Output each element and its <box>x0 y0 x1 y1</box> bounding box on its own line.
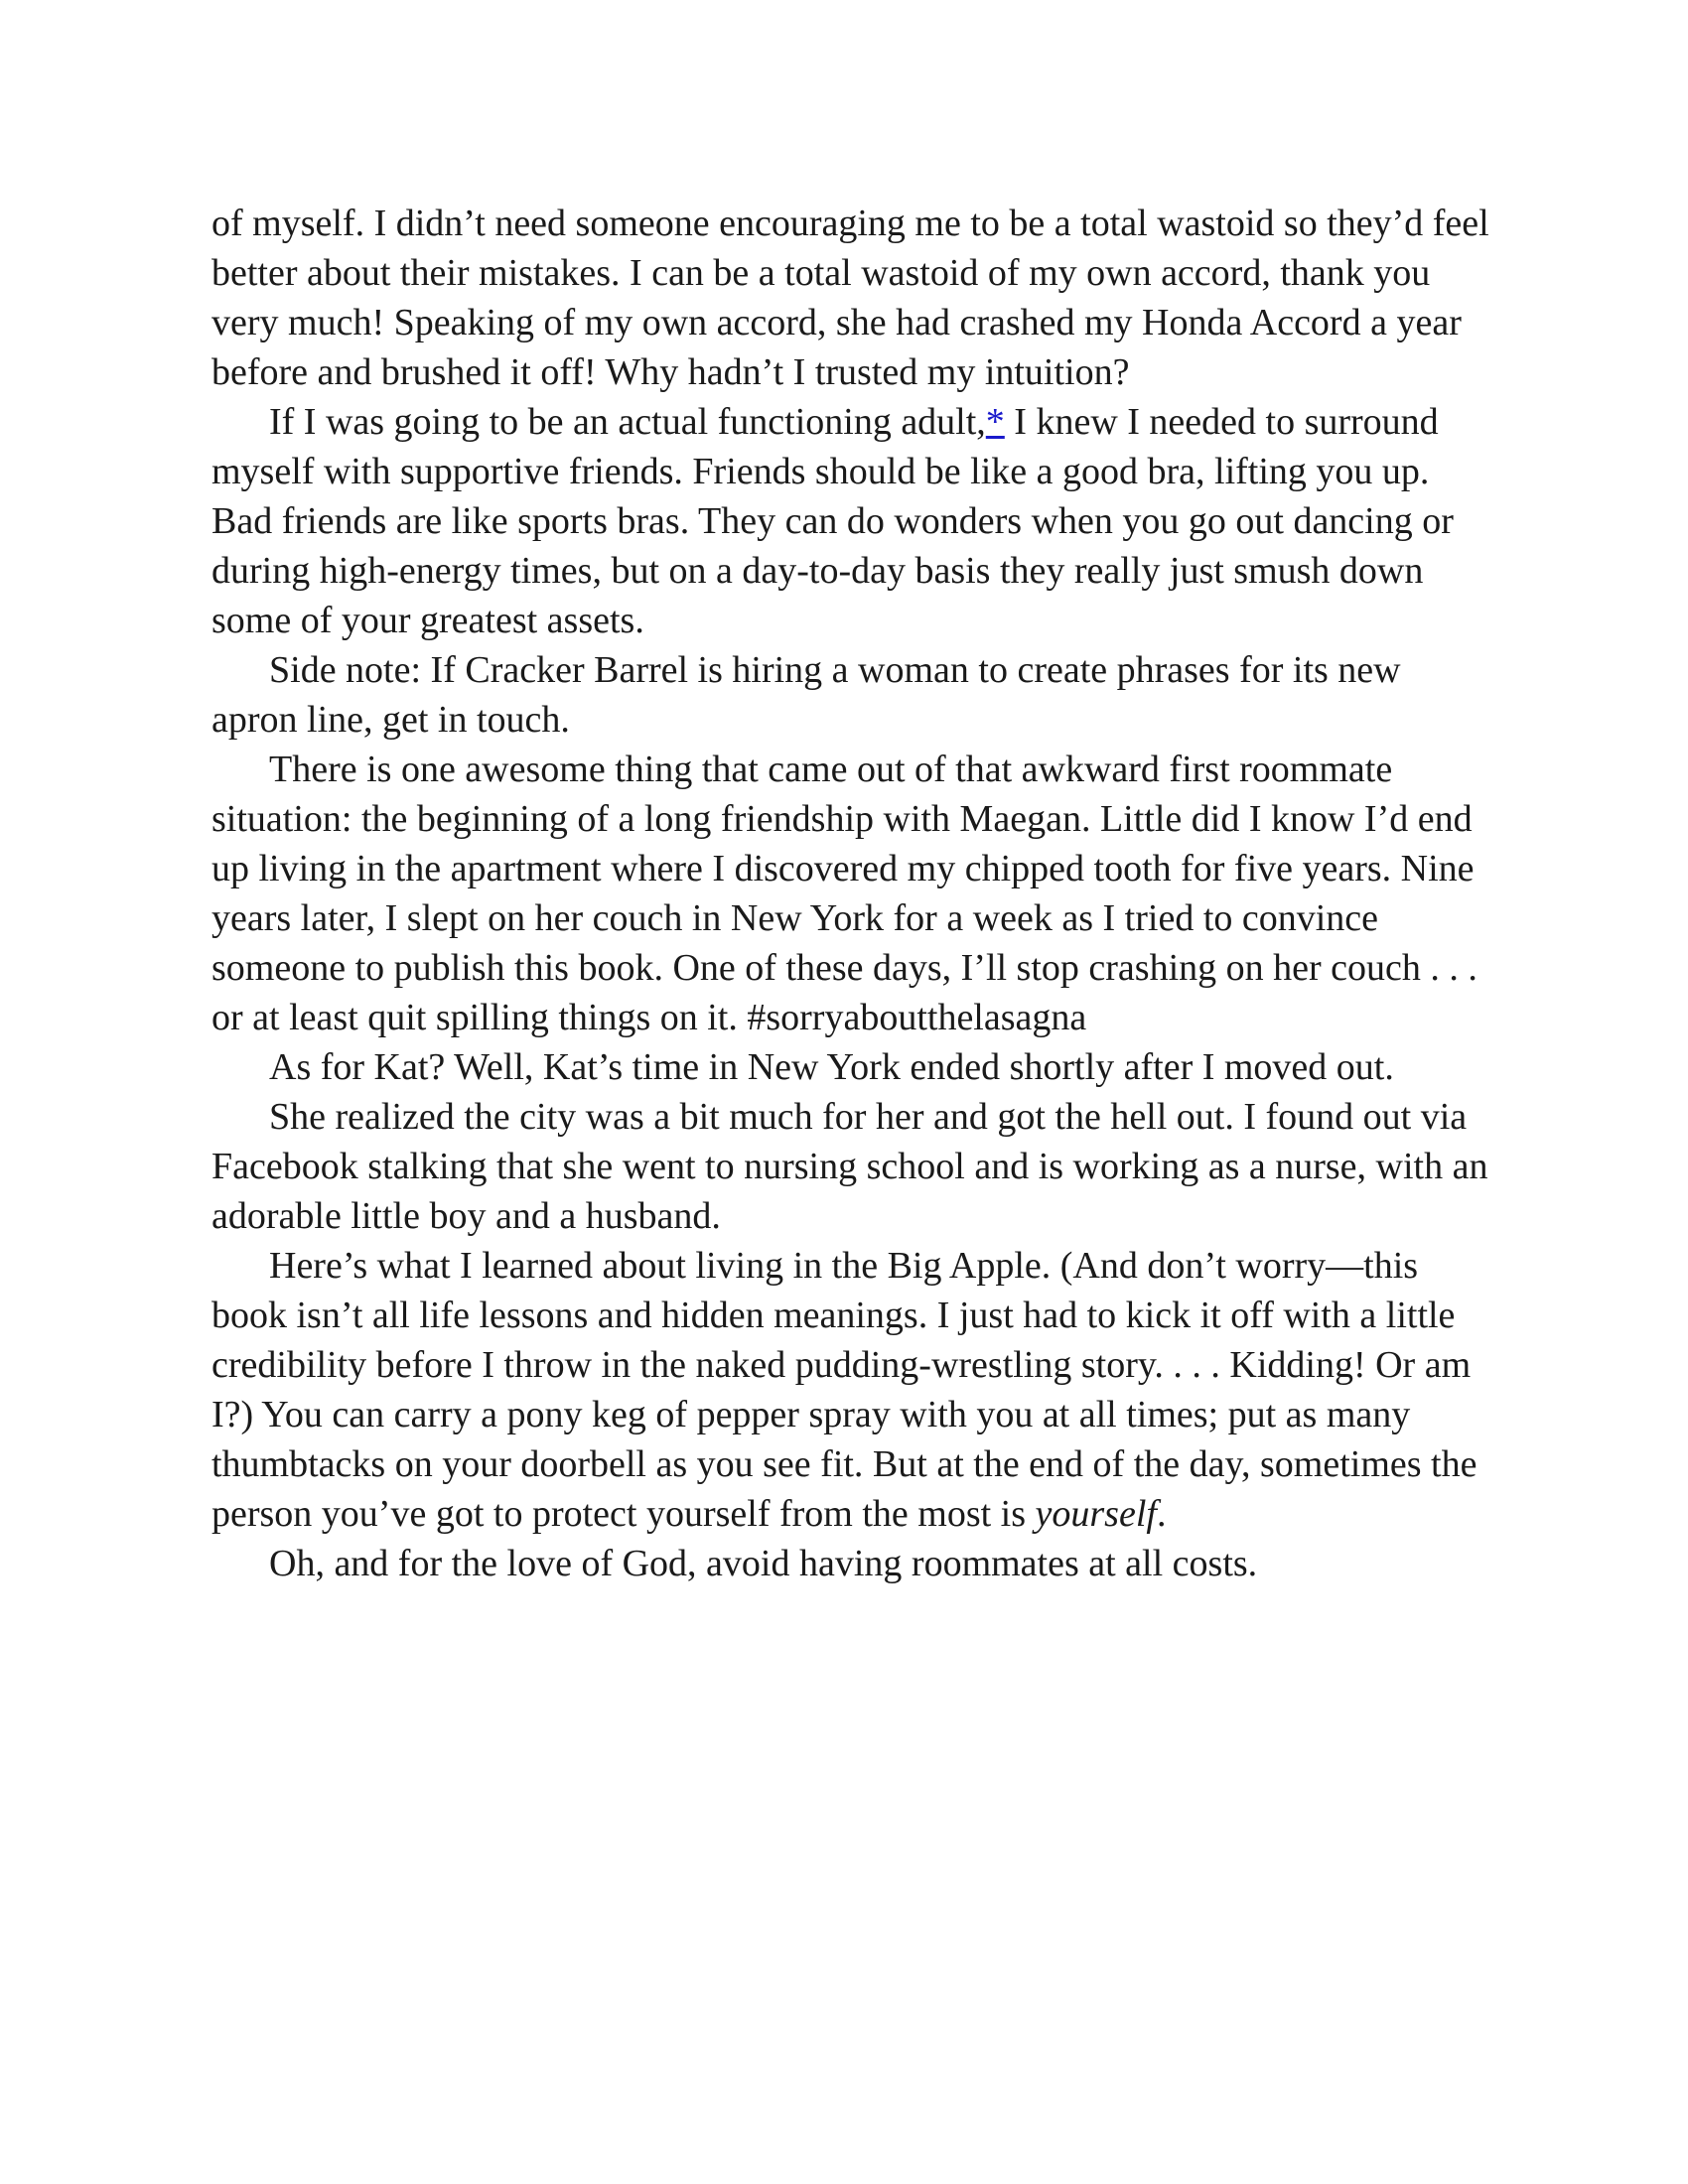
paragraph-7-emphasis: yourself <box>1035 1493 1157 1535</box>
paragraph-1: of myself. I didn’t need someone encouraging me to be a total wastoid so they’d feel better about their mistakes. I can be a total wastoid of my own accord, thank you very much! Speaking of my own accord, she had crashed my Honda Accord a year before and brushed it off! Why hadn’t I trusted my intuition? <box>211 203 1489 393</box>
paragraph-8: Oh, and for the love of God, avoid having roommates at all costs. <box>269 1543 1258 1584</box>
paragraph-7-text-start: Here’s what I learned about living in the Big Apple. (And don’t worry—this book isn’t all life lessons and hidden meanings. I just had to kick it off with a little credibility before I throw in the naked pudding-wrestling story. . . . Kidding! Or am I?) You can carry a pony keg of pepper spray with you at all times; put as many thumbtacks on your doorbell as you see fit. But at the end of the day, sometimes the person you’ve got to protect yourself from the most is <box>211 1245 1477 1535</box>
paragraph-2-text-end: I knew I needed to surround myself with supportive friends. Friends should be like a good bra, lifting you up. Bad friends are like sports bras. They can do wonders when you go out dancing or during high-energy times, but on a day-to-day basis they really just smush down some of your greatest assets. <box>211 401 1454 641</box>
paragraph-5: As for Kat? Well, Kat’s time in New York ended shortly after I moved out. <box>269 1046 1394 1088</box>
page-body <box>211 199 1492 1588</box>
paragraph-4: There is one awesome thing that came out of that awkward first roommate situation: the beginning of a long friendship with Maegan. Little did I know I’d end up living in the apartment where I discovered my chipped tooth for five years. Nine years later, I slept on her couch in New York for a week as I tried to convince someone to publish this book. One of these days, I’ll stop crashing on her couch . . . or at least quit spilling things on it. #sorryaboutthelasagna <box>211 749 1477 1038</box>
paragraph-3: Side note: If Cracker Barrel is hiring a woman to create phrases for its new apron line, get in touch. <box>211 649 1401 741</box>
paragraph-2-text-start: If I was going to be an actual functioning adult, <box>269 401 986 443</box>
paragraph-6: She realized the city was a bit much for her and got the hell out. I found out via Facebook stalking that she went to nursing school and is working as a nurse, with an adorable little boy and a husband. <box>211 1096 1488 1237</box>
footnote-link[interactable]: * <box>985 401 1005 443</box>
paragraph-2 <box>211 397 1492 645</box>
paragraph-7-text-end: . <box>1156 1493 1167 1535</box>
paragraph-7 <box>211 1241 1492 1539</box>
